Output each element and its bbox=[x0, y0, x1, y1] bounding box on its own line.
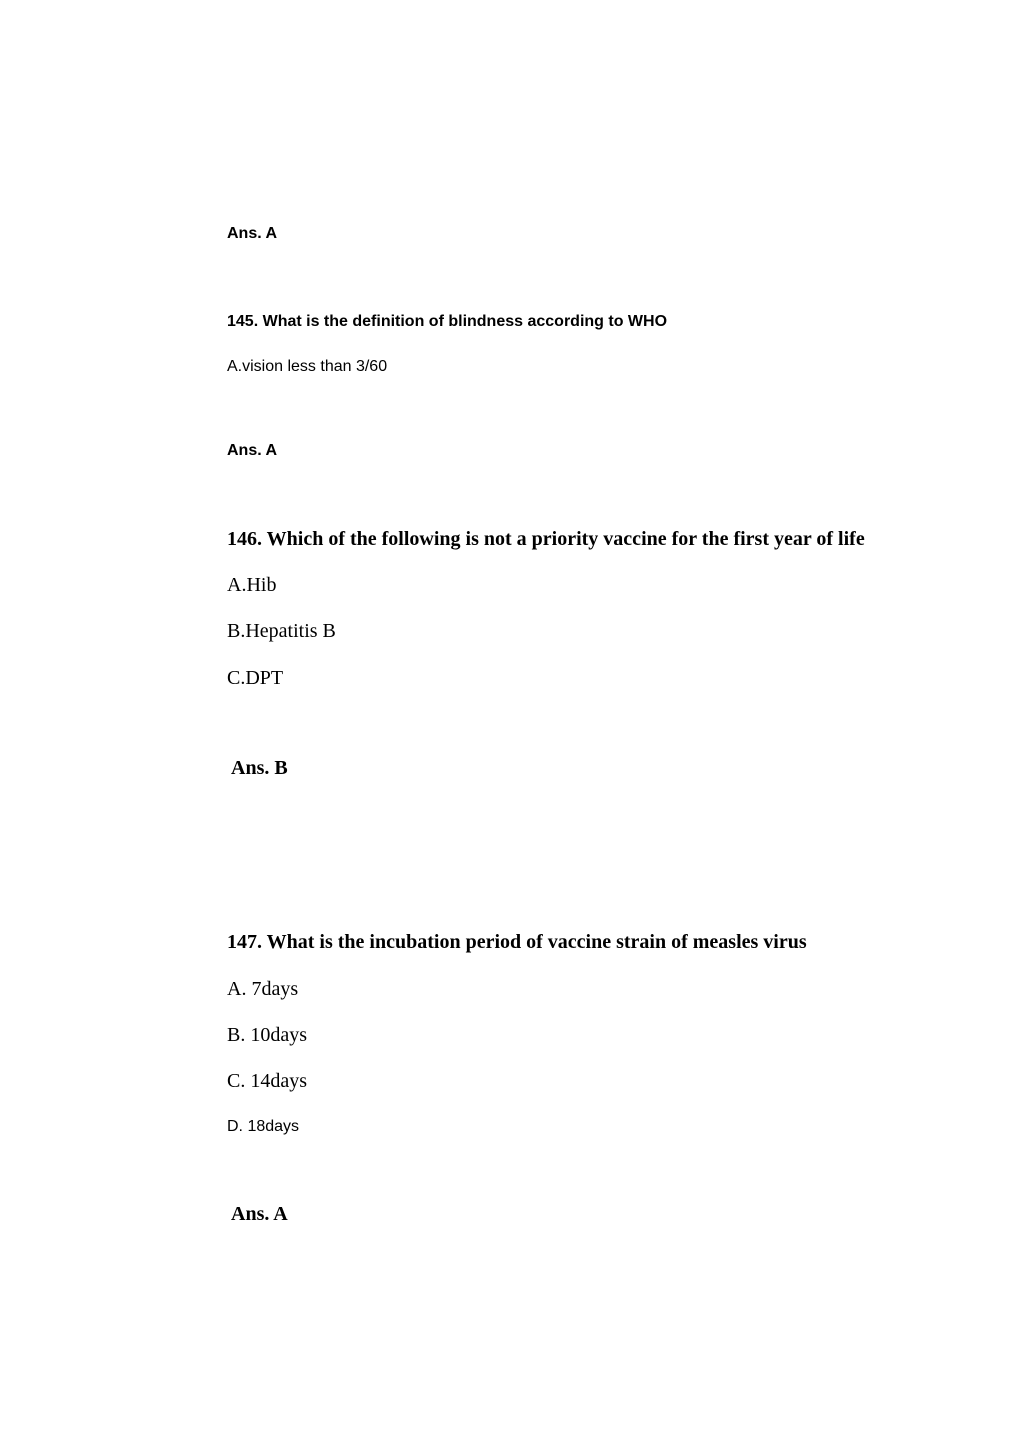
question-146-option-a: A.Hib bbox=[227, 574, 277, 596]
question-145-option-a: A.vision less than 3/60 bbox=[227, 358, 388, 375]
question-147-option-a: A. 7days bbox=[227, 978, 299, 1000]
question-147-answer: Ans. A bbox=[231, 1203, 288, 1225]
question-145-answer: Ans. A bbox=[227, 442, 278, 459]
question-145-title: 145. What is the definition of blindness according to WHO bbox=[227, 313, 668, 330]
question-146-option-b: B.Hepatitis B bbox=[227, 620, 336, 642]
question-146-title: 146. Which of the following is not a priority vaccine for the first year of life bbox=[227, 528, 865, 550]
question-147-option-c: C. 14days bbox=[227, 1070, 307, 1092]
question-147-option-b: B. 10days bbox=[227, 1024, 307, 1046]
question-147-option-d: D. 18days bbox=[227, 1118, 300, 1135]
question-146-option-c: C.DPT bbox=[227, 667, 284, 689]
previous-answer: Ans. A bbox=[227, 225, 278, 242]
question-146-answer: Ans. B bbox=[231, 757, 288, 779]
question-147-title: 147. What is the incubation period of vaccine strain of measles virus bbox=[227, 931, 807, 953]
